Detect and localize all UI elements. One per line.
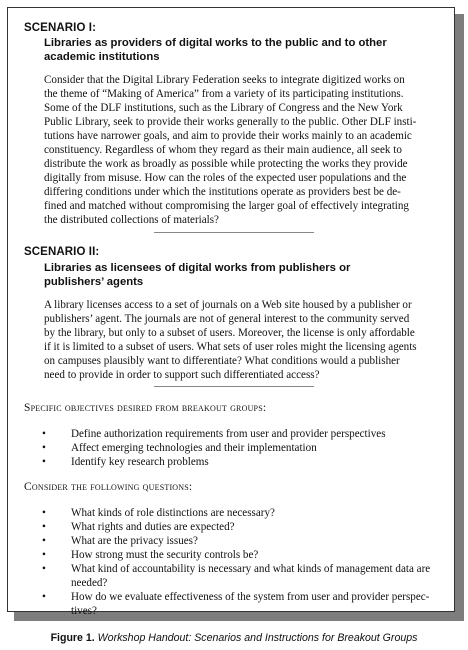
paragraph-line: need to provide in order to support such differentiated access?	[44, 369, 320, 382]
section-divider	[154, 232, 314, 233]
list-item: • What are the privacy issues?	[40, 534, 440, 548]
scenario2-subtitle-line: Libraries as licensees of digital works from publishers or	[44, 262, 351, 274]
list-item: • How do we evaluate effectiveness of the system from user and provider perspec- tives?	[40, 590, 440, 618]
paragraph-line: distribute the work as broadly as possible while protecting the works they provide	[44, 158, 408, 171]
scenario1-title: SCENARIO I:	[24, 22, 97, 34]
objectives-list	[40, 427, 440, 469]
questions-heading: Consider the following questions:	[24, 481, 193, 493]
list-item: • How strong must the security controls be?	[40, 548, 440, 562]
paragraph-line: Public Library, seek to provide their works generally to the public. Other DLF insti-	[44, 116, 417, 129]
scenario1-subtitle-line: Libraries as providers of digital works to the public and to other	[44, 37, 387, 49]
paragraph-line: differing conditions under which the institutions operate as providers best be de-	[44, 186, 401, 199]
list-item: • Define authorization requirements from user and provider perspectives	[40, 427, 440, 441]
figure-caption	[0, 632, 468, 644]
paragraph-line: A library licenses access to a set of journals on a Web site housed by a publisher or	[44, 299, 412, 311]
scenario1-subtitle-line: academic institutions	[44, 51, 160, 63]
scenario2-title: SCENARIO II:	[24, 246, 100, 258]
list-item: • Affect emerging technologies and their implementation	[40, 441, 440, 455]
list-item: • What rights and duties are expected?	[40, 520, 440, 534]
paragraph-line: tutions have narrower goals, and aim to provide their works mainly to an academic	[44, 130, 412, 143]
paragraph-line: on campuses plausibly want to differentiate? What conditions would a publisher	[44, 355, 400, 368]
questions-list	[40, 506, 440, 618]
list-item: • What kinds of role distinctions are necessary?	[40, 506, 440, 520]
caption-label: Figure 1.	[50, 632, 95, 644]
scenario1-subtitle	[44, 36, 424, 64]
paragraph-line: fined and matched without compromising the larger goal of effectively integrating	[44, 200, 409, 213]
list-item: • What kind of accountability is necessary and what kinds of management data are needed?	[40, 562, 440, 590]
paragraph-line: Some of the DLF institutions, such as the Library of Congress and the New York	[44, 102, 403, 115]
paragraph-line: the distributed collections of materials?	[44, 214, 219, 227]
caption-text: Workshop Handout: Scenarios and Instructions for Breakout Groups	[97, 632, 418, 644]
paragraph-line: Consider that the Digital Library Federation seeks to integrate digitized works on	[44, 74, 405, 86]
objectives-heading: Specific objectives desired from breakout groups:	[24, 402, 267, 414]
paragraph-line: constituency. Regardless of whom they regard as their main audience, all seek to	[44, 144, 402, 157]
paragraph-line: digitally from misuse. How can the roles of the expected user populations and the	[44, 172, 407, 185]
paragraph-line: publishers’ agent. The journals are not of general interest to the community served	[44, 313, 410, 326]
scenario2-paragraph	[44, 298, 436, 382]
section-divider	[154, 386, 314, 387]
handout-sheet	[7, 7, 455, 617]
paragraph-line: the theme of “Making of America” from a variety of its participating institutions.	[44, 88, 404, 101]
paragraph-line: if it is limited to a subset of users. What sets of user roles might the licensing agents	[44, 341, 417, 354]
paragraph-line: by the library, but only to a subset of users. Moreover, the license is only affordable	[44, 327, 415, 340]
list-item: • Identify key research problems	[40, 455, 440, 469]
scenario2-subtitle	[44, 261, 424, 289]
scenario1-paragraph	[44, 73, 436, 228]
scenario2-subtitle-line: publishers’ agents	[44, 276, 144, 288]
